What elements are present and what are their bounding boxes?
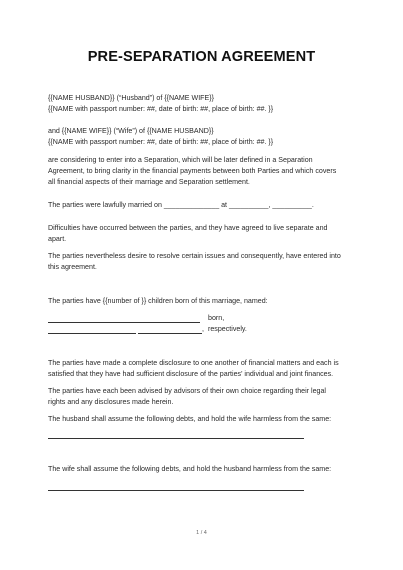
- husband-debts-blank: [48, 438, 304, 439]
- difficulties-line2: apart.: [48, 235, 67, 243]
- child-name-blank-2: [48, 333, 136, 334]
- disclosure-line2: satisfied that they have had sufficient disclosure of the parties' individual and joint finances.: [48, 370, 334, 378]
- resolve-line2: this agreement.: [48, 263, 97, 271]
- married-on-paragraph: The parties were lawfully married on ______________ at __________, __________.: [48, 201, 314, 209]
- party2-line2: {{NAME with passport number: ##, date of birth: ##, place of birth: ##. }}: [48, 138, 274, 146]
- husband-debts-paragraph: The husband shall assume the following debts, and hold the wife harmless from the same:: [48, 415, 332, 423]
- child-name-blank-1: [48, 322, 200, 323]
- wife-debts-paragraph: The wife shall assume the following debts, and hold the husband harmless from the same:: [48, 465, 332, 473]
- respectively-comma: ,: [202, 325, 204, 333]
- party2-line1: and {{NAME WIFE}} (“Wife”) of {{NAME HUSBAND}}: [48, 127, 214, 135]
- wife-debts-blank: [48, 490, 304, 491]
- resolve-line1: The parties nevertheless desire to resolve certain issues and consequently, have entered into: [48, 252, 341, 260]
- respectively-label: respectively.: [208, 325, 247, 333]
- party1-line1: {{NAME HUSBAND}} (“Husband”) of {{NAME WIFE}}: [48, 94, 214, 102]
- considering-line3: all financial aspects of their marriage and Separation settlement.: [48, 178, 250, 186]
- born-label: born,: [208, 314, 225, 322]
- considering-line2: Agreement, to bring clarity in the financial payments between both Parties and which covers: [48, 167, 337, 175]
- considering-line1: are considering to enter into a Separation, which will be later defined in a Separation: [48, 156, 313, 164]
- document-title: PRE-SEPARATION AGREEMENT: [87, 49, 316, 65]
- difficulties-line1: Difficulties have occurred between the parties, and they have agreed to live separate and: [48, 224, 328, 232]
- disclosure-line1: The parties have made a complete disclosure to one another of financial matters and each is: [48, 359, 339, 367]
- advisors-line2: rights and any disclosures made herein.: [48, 398, 174, 406]
- advisors-line1: The parties have each been advised by advisors of their own choice regarding their legal: [48, 387, 327, 395]
- children-paragraph: The parties have {{number of }} children born of this marriage, named:: [48, 297, 268, 305]
- party1-line2: {{NAME with passport number: ##, date of birth: ##, place of birth: ##. }}: [48, 105, 274, 113]
- page-number: 1 / 4: [196, 530, 207, 536]
- child-name-blank-3: [138, 333, 202, 334]
